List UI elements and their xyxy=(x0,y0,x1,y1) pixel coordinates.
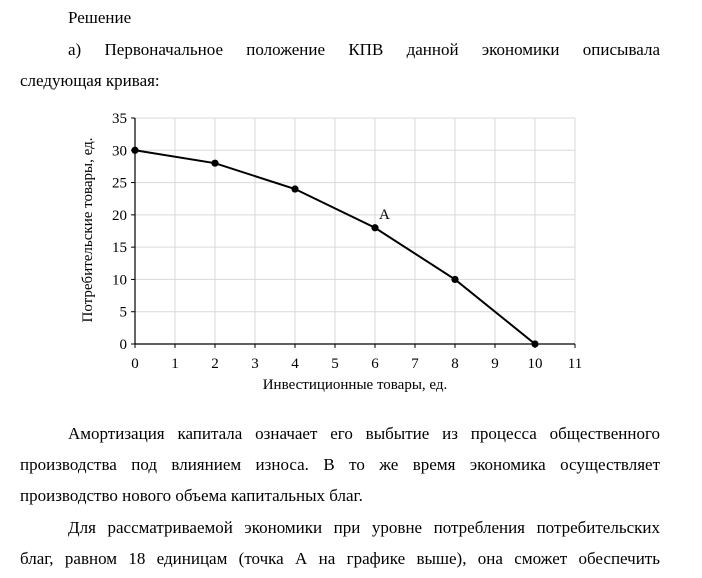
point-label-a: А xyxy=(379,206,390,223)
y-tick-label: 10 xyxy=(112,272,127,289)
x-tick-label: 6 xyxy=(371,356,379,372)
x-tick-label: 2 xyxy=(211,356,219,372)
paragraph-line: а) Первоначальное положение КПВ данной экономики описывала xyxy=(68,40,660,59)
data-point xyxy=(531,340,538,347)
x-tick-label: 0 xyxy=(131,356,139,372)
y-tick-label: 0 xyxy=(119,337,127,353)
paragraph-line: производство нового объема капитальных благ. xyxy=(20,486,363,505)
paragraph-line: Амортизация капитала означает его выбытие из процесса общественного xyxy=(68,424,660,443)
data-point xyxy=(371,224,378,231)
y-tick-label: 15 xyxy=(112,240,127,257)
paragraph-line: производства под влиянием износа. В то же время экономика осуществляет xyxy=(20,455,660,474)
y-axis-label: Потребительские товары, ед. xyxy=(80,137,96,323)
paragraph-line: следующая кривая: xyxy=(20,71,160,90)
solution-heading: Решение xyxy=(68,8,132,27)
data-point xyxy=(211,160,218,167)
x-axis-label: Инвестиционные товары, ед. xyxy=(262,377,448,393)
x-tick-label: 4 xyxy=(291,356,299,372)
x-tick-label: 10 xyxy=(527,356,543,372)
x-tick-label: 8 xyxy=(451,356,459,372)
grid-lines xyxy=(135,118,575,344)
paragraph-line: Для рассматриваемой экономики при уровне потребления потребительских xyxy=(68,518,660,537)
y-tick-label: 25 xyxy=(112,175,127,192)
x-tick-label: 3 xyxy=(251,356,259,372)
y-tick-label: 20 xyxy=(112,207,127,224)
axes xyxy=(131,118,575,348)
x-tick-label: 1 xyxy=(171,356,179,372)
x-tick-label: 5 xyxy=(331,356,339,372)
data-point xyxy=(291,185,298,192)
y-tick-label: 35 xyxy=(112,111,127,127)
annotations xyxy=(379,207,390,223)
x-tick-label: 11 xyxy=(567,356,583,372)
y-tick-label: 5 xyxy=(119,304,127,321)
x-tick-label: 9 xyxy=(491,356,499,372)
data-point xyxy=(451,276,458,283)
y-tick-label: 30 xyxy=(112,143,127,160)
paragraph-line: благ, равном 18 единицам (точка А на графике выше), она сможет обеспечить xyxy=(20,549,660,568)
x-tick-label: 7 xyxy=(411,356,419,372)
data-point xyxy=(131,147,138,154)
